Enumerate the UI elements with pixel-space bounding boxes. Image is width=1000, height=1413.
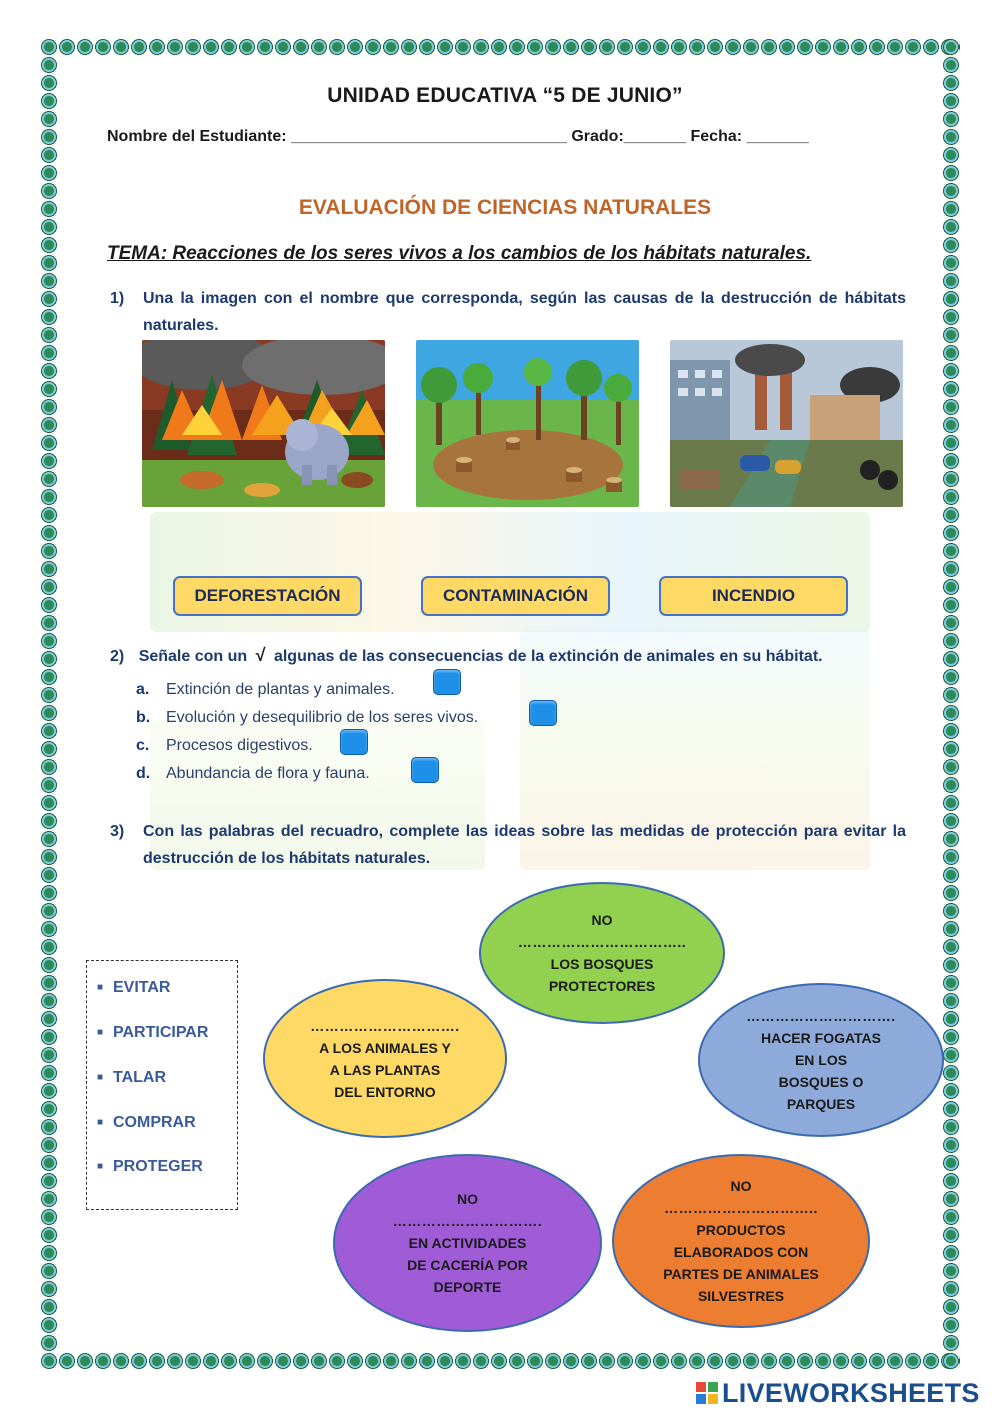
word-bank-item[interactable]: ■ PROTEGER: [97, 1158, 203, 1175]
bubble-blank[interactable]: ………………………….: [392, 1213, 543, 1229]
option-letter: c.: [136, 737, 150, 754]
liveworksheets-logo-icon: [696, 1382, 718, 1404]
option-c: [136, 737, 313, 755]
globe-border-right: [942, 38, 960, 1370]
bubble-line: DEPORTE: [433, 1279, 502, 1295]
label-contaminacion[interactable]: CONTAMINACIÓN: [421, 576, 610, 616]
option-letter: b.: [136, 709, 151, 726]
checkbox-option-b[interactable]: [529, 700, 557, 726]
bubble-line: A LOS ANIMALES Y: [319, 1039, 451, 1056]
word-bank-item[interactable]: ■ COMPRAR: [97, 1114, 196, 1131]
bubble-line: EN ACTIVIDADES: [408, 1235, 527, 1251]
question-3-text: Con las palabras del recuadro, complete las ideas sobre las medidas de protección para evitar la destrucción de los hábitats naturales.: [143, 823, 906, 867]
word-bank: [86, 960, 238, 1210]
option-text: Abundancia de flora y fauna.: [166, 765, 370, 782]
bubble-fogatas: [698, 983, 944, 1137]
bubble-no: NO: [591, 912, 613, 928]
student-info-line[interactable]: Nombre del Estudiante: _______________________________ Grado:_______ Fecha: _______: [107, 128, 809, 145]
globe-border-top: [40, 38, 960, 56]
globe-border-bottom: [40, 1352, 960, 1370]
bullet-icon: ■: [97, 1161, 104, 1173]
question-2-text-before: Señale con un: [138, 648, 248, 665]
bubble-blank[interactable]: ……………………………..: [517, 934, 687, 950]
word-bank-item[interactable]: ■ PARTICIPAR: [97, 1024, 209, 1041]
bubble-line: PARQUES: [786, 1096, 856, 1112]
bubble-line: PARTES DE ANIMALES: [663, 1266, 819, 1282]
option-letter: d.: [136, 765, 151, 782]
bubble-caceria: [333, 1154, 602, 1332]
topic-heading: TEMA: Reacciones de los seres vivos a los cambios de los hábitats naturales.: [107, 243, 812, 264]
checkbox-option-a[interactable]: [433, 669, 461, 695]
globe-border-left: [40, 38, 58, 1370]
question-2: [110, 642, 910, 670]
bubble-bosques: [479, 882, 725, 1024]
bubble-no: NO: [730, 1178, 752, 1194]
question-1-text: Una la imagen con el nombre que corresponda, según las causas de la destrucción de hábitats naturales.: [143, 290, 906, 334]
bubble-no: NO: [457, 1191, 478, 1207]
option-d: [136, 765, 370, 783]
checkbox-option-c[interactable]: [340, 729, 368, 755]
bubble-line: PRODUCTOS: [696, 1222, 786, 1238]
bubble-line: BOSQUES O: [778, 1074, 864, 1090]
forest-fire-image[interactable]: [142, 340, 385, 507]
option-b: [136, 709, 478, 727]
bullet-icon: ■: [97, 1072, 104, 1084]
word-bank-item[interactable]: ■ EVITAR: [97, 979, 171, 996]
question-1: [110, 285, 906, 339]
option-text: Extinción de plantas y animales.: [166, 681, 395, 698]
checkmark-icon: √: [255, 645, 266, 665]
bubble-line: ELABORADOS CON: [673, 1244, 809, 1260]
bubble-line: LOS BOSQUES: [550, 956, 654, 972]
question-1-number: 1): [110, 290, 125, 307]
option-text: Procesos digestivos.: [166, 737, 313, 754]
bubble-line: A LAS PLANTAS: [329, 1061, 441, 1078]
bubble-line: EN LOS: [794, 1052, 848, 1068]
bullet-icon: ■: [97, 1117, 104, 1129]
option-letter: a.: [136, 681, 150, 698]
bubble-line: PROTECTORES: [548, 978, 656, 994]
question-2-text-after: algunas de las consecuencias de la extinción de animales en su hábitat.: [273, 648, 823, 665]
question-3: [110, 818, 906, 872]
bubble-blank[interactable]: …………………………..: [664, 1200, 818, 1216]
pollution-image[interactable]: [670, 340, 903, 507]
option-a: [136, 681, 395, 699]
checkbox-option-d[interactable]: [411, 757, 439, 783]
bubble-line: DE CACERÍA POR: [407, 1257, 528, 1273]
bubble-blank[interactable]: ………………………….: [310, 1017, 460, 1034]
word-bank-item[interactable]: ■ TALAR: [97, 1069, 167, 1086]
label-incendio[interactable]: INCENDIO: [659, 576, 848, 616]
option-text: Evolución y desequilibrio de los seres vivos.: [166, 709, 479, 726]
label-deforestacion[interactable]: DEFORESTACIÓN: [173, 576, 362, 616]
bullet-icon: ■: [97, 982, 104, 994]
bubble-line: DEL ENTORNO: [334, 1083, 436, 1100]
deforestation-image[interactable]: [416, 340, 639, 507]
evaluation-title: EVALUACIÓN DE CIENCIAS NATURALES: [298, 196, 712, 219]
bullet-icon: ■: [97, 1027, 104, 1039]
bubble-line: SILVESTRES: [697, 1288, 785, 1304]
question-3-number: 3): [110, 823, 125, 840]
bubble-animales: [263, 979, 507, 1138]
watermark-text: LIVEWORKSHEETS: [722, 1378, 980, 1408]
liveworksheets-watermark: [696, 1378, 980, 1409]
question-2-number: 2): [110, 648, 125, 665]
bubble-line: HACER FOGATAS: [760, 1030, 882, 1046]
bubble-blank[interactable]: ………………………….: [746, 1008, 896, 1024]
school-name: UNIDAD EDUCATIVA “5 DE JUNIO”: [327, 84, 683, 107]
bubble-productos: [612, 1154, 870, 1328]
